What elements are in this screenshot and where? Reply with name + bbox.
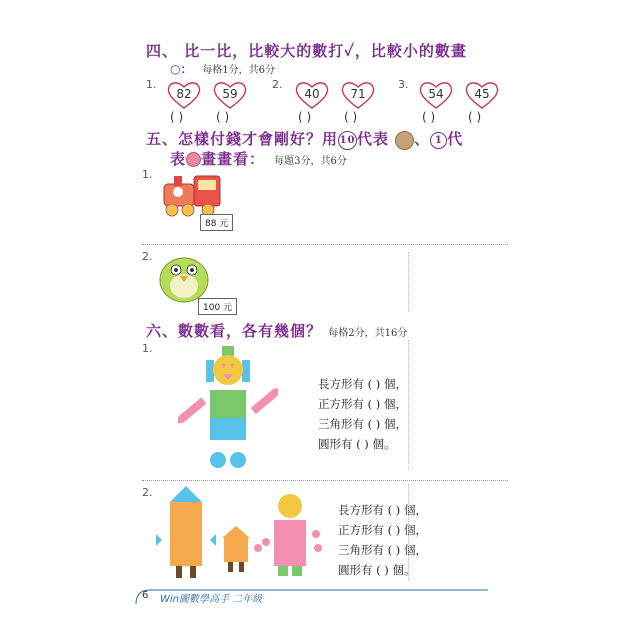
section6-number: 六、 [146, 322, 179, 340]
coin-icon [186, 152, 201, 167]
count-line [338, 522, 427, 538]
count-line [338, 502, 427, 518]
section5-title-a: 怎樣付錢才會剛好？用 [178, 130, 339, 148]
pair2-label: 2. [272, 78, 283, 91]
section4-subline [170, 60, 275, 77]
answer-blank[interactable]: ( ) [376, 563, 389, 577]
page-footer [132, 586, 492, 606]
section5-heading [146, 128, 463, 150]
unit-text: 個， [383, 417, 407, 431]
count-line [318, 416, 407, 432]
shape-name: 圓形有 [318, 437, 353, 451]
unit-text: 個， [403, 543, 427, 557]
divider [142, 244, 508, 245]
shape-name: 正方形有 [338, 523, 384, 537]
q1-label: 1. [142, 168, 153, 181]
answer-blank[interactable]: ( ) [422, 110, 436, 124]
answer-blank[interactable]: ( ) [216, 110, 230, 124]
section6-score: 每格2分，共16分 [328, 328, 408, 339]
q1-label: 1. [142, 342, 153, 355]
section5-number: 五、 [146, 130, 179, 148]
pair3-b-value: 45 [474, 87, 490, 101]
pair1-label: 1. [146, 78, 157, 91]
section4-score: 每格1分，共6分 [202, 65, 276, 76]
heart-icon [418, 80, 454, 110]
shapes-figure [150, 486, 330, 586]
section4-title-end: ○： [170, 62, 193, 76]
heart-icon [340, 80, 376, 110]
divider [142, 480, 508, 481]
pair2-b-value: 71 [350, 87, 366, 101]
answer-blank[interactable]: ( ) [344, 110, 358, 124]
section5-title-d: 代 [447, 130, 464, 148]
answer-blank[interactable]: ( ) [387, 503, 401, 517]
count-line [318, 396, 407, 412]
price-tag: 100 元 [198, 298, 237, 315]
shape-name: 長方形有 [338, 503, 384, 517]
answer-blank[interactable]: ( ) [356, 437, 369, 451]
unit-text: 個。 [372, 437, 396, 451]
section5-score: 每題3分，共6分 [274, 156, 347, 167]
section5-title-f: 畫畫看： [201, 150, 266, 168]
answer-blank[interactable]: ( ) [468, 110, 482, 124]
heart-icon [212, 80, 248, 110]
section6-heading [146, 320, 407, 341]
heart-icon [294, 80, 330, 110]
shape-name: 正方形有 [318, 397, 364, 411]
heart-icon [464, 80, 500, 110]
unit-text: 個， [383, 377, 407, 391]
q2-label: 2. [142, 486, 153, 499]
unit-text: 個， [383, 397, 407, 411]
section4-number: 四、 [146, 42, 179, 60]
count-line [338, 562, 415, 578]
section5-title-c: 、 [414, 130, 431, 148]
divider [408, 340, 409, 470]
pair3-a-value: 54 [428, 87, 444, 101]
section5-title-e: 表 [170, 150, 187, 168]
shape-name: 長方形有 [318, 377, 364, 391]
q2-label: 2. [142, 250, 153, 263]
section4-heading [146, 40, 467, 61]
divider [408, 252, 409, 312]
section5-subline [170, 148, 347, 169]
pair1-b-value: 59 [222, 87, 238, 101]
count-line [338, 542, 427, 558]
divider [408, 484, 409, 580]
section6-title: 數數看，各有幾個？ [178, 322, 323, 340]
heart-icon [166, 80, 202, 110]
count-line [318, 436, 395, 452]
answer-blank[interactable]: ( ) [298, 110, 312, 124]
pair3-label: 3. [398, 78, 409, 91]
section4-title: 比一比，比較大的數打✓，比較小的數畫 [184, 42, 467, 60]
pair2-a-value: 40 [304, 87, 320, 101]
shape-name: 三角形有 [318, 417, 364, 431]
price-tag: 88 元 [200, 214, 233, 231]
page-number: 6 [142, 590, 149, 601]
shape-name: 圓形有 [338, 563, 373, 577]
answer-blank[interactable]: ( ) [387, 543, 401, 557]
shape-name: 三角形有 [338, 543, 384, 557]
answer-blank[interactable]: ( ) [367, 397, 381, 411]
unit-text: 個， [403, 503, 427, 517]
coin-icon [395, 131, 414, 150]
count-line [318, 376, 407, 392]
coin-1-icon: 1 [430, 132, 447, 149]
coin-10-icon: 10 [338, 131, 357, 150]
book-title: Win圖數學高手 二年級 [160, 594, 263, 605]
pair1-a-value: 82 [176, 87, 192, 101]
unit-text: 個， [403, 523, 427, 537]
answer-blank[interactable]: ( ) [367, 377, 381, 391]
answer-blank[interactable]: ( ) [170, 110, 184, 124]
answer-blank[interactable]: ( ) [367, 417, 381, 431]
unit-text: 個。 [392, 563, 416, 577]
section5-title-b: 代表 [357, 130, 390, 148]
robot-figure [178, 342, 278, 476]
answer-blank[interactable]: ( ) [387, 523, 401, 537]
